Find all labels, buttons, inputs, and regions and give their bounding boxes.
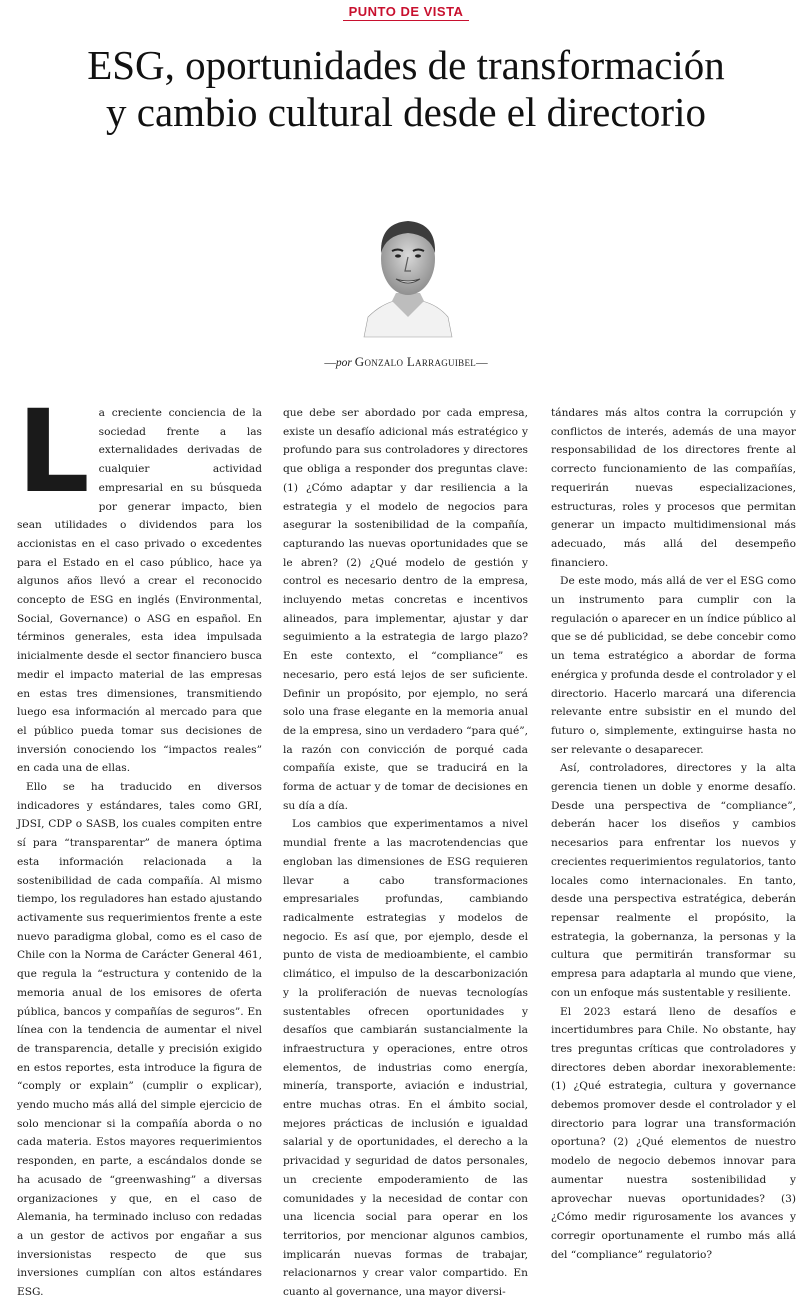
section-label-text: PUNTO DE VISTA xyxy=(343,4,470,21)
col2-paragraph-1: que debe ser abordado por cada empresa, existe un desafío adicional más estratégico y profundo para sus controladores y directores que obliga a responder dos preguntas clave: (1) ¿Cómo adaptar y dar resiliencia a la estrategia y el modelo de negocios para asegurar la sostenibilidad de la compañía, capturando las nuevas oportunidades que se le abren? (2) ¿Qué modelo de gestión y control es necesario dentro de la empresa, incluyendo metas concretas e incentivos alineados, para implementar, ajustar y dar seguimiento a la estrategia de largo plazo? En este contexto, el “compliance” es necesario, pero está lejos de ser suficiente. Definir un propósito, por ejemplo, no será solo una frase elegante en la memoria anual de la empresa, sino un verdadero “para qué”, la razón con convicción de porqué cada compañía existe, que se traducirá en la forma de actuar y de tomar de decisiones en su día a día. xyxy=(283,407,529,812)
col3-paragraph-3: Así, controladores, directores y la alta gerencia tienen un doble y enorme desafío. Desde una perspectiva de “compliance”, deberán hacer los diseños y cambios necesarios para enfrentar los nuevos y crecientes requerimientos regulatorios, tanto locales como internacionales. En tanto, desde una perspectiva estratégica, deberán repensar realmente el propósito, la estrategia, la gobernanza, la personas y la cultura que permitirán transformar su empresa para adaptarla al mundo que viene, con un enfoque más sustentable y resiliente. xyxy=(551,762,796,999)
col1-paragraph-1: a creciente conciencia de la sociedad frente a las externalidades derivadas de cualquier actividad empresarial en su búsqueda por generar impacto, bien sean utilidades o dividendos para los accionistas en el caso privado o excedentes para el Estado en el caso público, hace ya algunos años llevó a crear el reconocido concepto de ESG en inglés (Environmental, Social, Governance) o ASG en español. En términos generales, esta idea impulsada inicialmente desde el sector financiero busca medir el impacto material de las empresas en estas tres dimensiones, transmitiendo luego esa información al mercado para que el público pueda tomar sus decisiones de inversión conociendo los “impactos reales” en cada una de ellas. xyxy=(17,407,262,775)
byline: —por Gonzalo Larraguibel— xyxy=(324,354,488,369)
byline-prefix: por xyxy=(335,357,352,369)
article-column-3 xyxy=(551,404,796,1280)
col2-paragraph-2: Los cambios que experimentamos a nivel mundial frente a las macrotendencias que engloban las dimensiones de ESG requieren llevar a cabo transformaciones empresariales profundas, cambiando radicalmente estrategias y modelos de negocio. Es así que, por ejemplo, desde el punto de vista de medioambiente, el cambio climático, el impulso de la descarbonización y la proliferación de nuevas tecnologías sustentables ofrecen oportunidades y desafíos que cambiarán sustancialmente la infraestructura y operaciones, entre otros elementos, de industrias como energía, minería, transporte, aviación e industrial, entre muchas otras. En el ámbito social, mejores prácticas de inclusión e igualdad salarial y de oportunidades, el derecho a la privacidad y seguridad de datos personales, un creciente empoderamiento de las comunidades y la necesidad de contar con una licencia social para operar en los territorios, por mencionar algunos cambios, implicarán nuevas formas de trabajar, relacionarnos y crear valor compartido. En cuanto al governance, una mayor diversi- xyxy=(283,818,528,1299)
col1-paragraph-2: Ello se ha traducido en diversos indicadores y estándares, tales como GRI, JDSI, CDP o SASB, los cuales compiten entre sí para “transparentar” de manera óptima esta información relacionada a la sostenibilidad de cada compañía. Al mismo tiempo, los reguladores han estado ajustando activamente sus requerimientos frente a este nuevo paradigma global, como es el caso de Chile con la Norma de Carácter General 461, que regula la “estructura y contenido de la memoria anual de los emisores de oferta pública, bancos y compañías de seguros”. En línea con la tendencia de aumentar el nivel de transparencia, detalle y precisión exigido en estos reportes, esta introduce la figura de “comply or explain” (cumplir o explicar), yendo mucho más allá del simple ejercicio de solo mencionar si la compañía aborda o no cada materia. Estos mayores requerimientos responden, en parte, a escándalos donde se ha acusado de “greenwashing” a diversas organizaciones y que, en el caso de Alemania, ha terminado incluso con redadas a un gestor de activos por engañar a sus inversionistas respecto de que sus inversiones cumplían con altos estándares ESG. xyxy=(17,781,262,1299)
col3-paragraph-4: El 2023 estará lleno de desafíos e incertidumbres para Chile. No obstante, hay tres preguntas críticas que controladores y directores deben abordar inexorablemente: (1) ¿Qué estrategia, cultura y governance debemos promover desde el controlador y el directorio para lograr una transformación oportuna? (2) ¿Qué elementos de nuestro modelo de negocio debemos innovar para aumentar nuestra sostenibilidad y aprovechar nuevas oportunidades? (3) ¿Cómo medir rigurosamente los avances y corregir oportunamente el rumbo más allá del “compliance” regulatorio? xyxy=(551,1005,796,1261)
headline xyxy=(0,42,812,136)
article-column-1 xyxy=(17,385,262,1299)
headline-line-1: ESG, oportunidades de transformación xyxy=(87,42,725,88)
article-column-2 xyxy=(283,404,529,1299)
col3-paragraph-2: De este modo, más allá de ver el ESG como un instrumento para cumplir con la regulación o aparecer en un índice público al que se dé publicidad, se debe concebir como un tema estratégico a abordar de forma enérgica y profunda desde el controlador y el directorio. Hacerlo marcará una diferencia relevante entre subsistir en el mundo del futuro o, simplemente, extinguirse hasta no ser relevante o desaparecer. xyxy=(551,575,796,756)
col3-paragraph-1: tándares más altos contra la corrupción y conflictos de interés, además de una mayor responsabilidad de los directores frente al correcto funcionamiento de las compañías, requerirán nuevas especializaciones, estructuras, roles y procesos que permitan generar un impacto multidimensional más adecuado, más allá del desempeño financiero. xyxy=(551,407,796,569)
section-label xyxy=(0,4,812,19)
author-name: Gonzalo Larraguibel xyxy=(354,354,477,369)
drop-cap: L xyxy=(17,385,90,518)
author-portrait-image xyxy=(362,205,454,337)
headline-line-2: y cambio cultural desde el directorio xyxy=(106,89,706,135)
